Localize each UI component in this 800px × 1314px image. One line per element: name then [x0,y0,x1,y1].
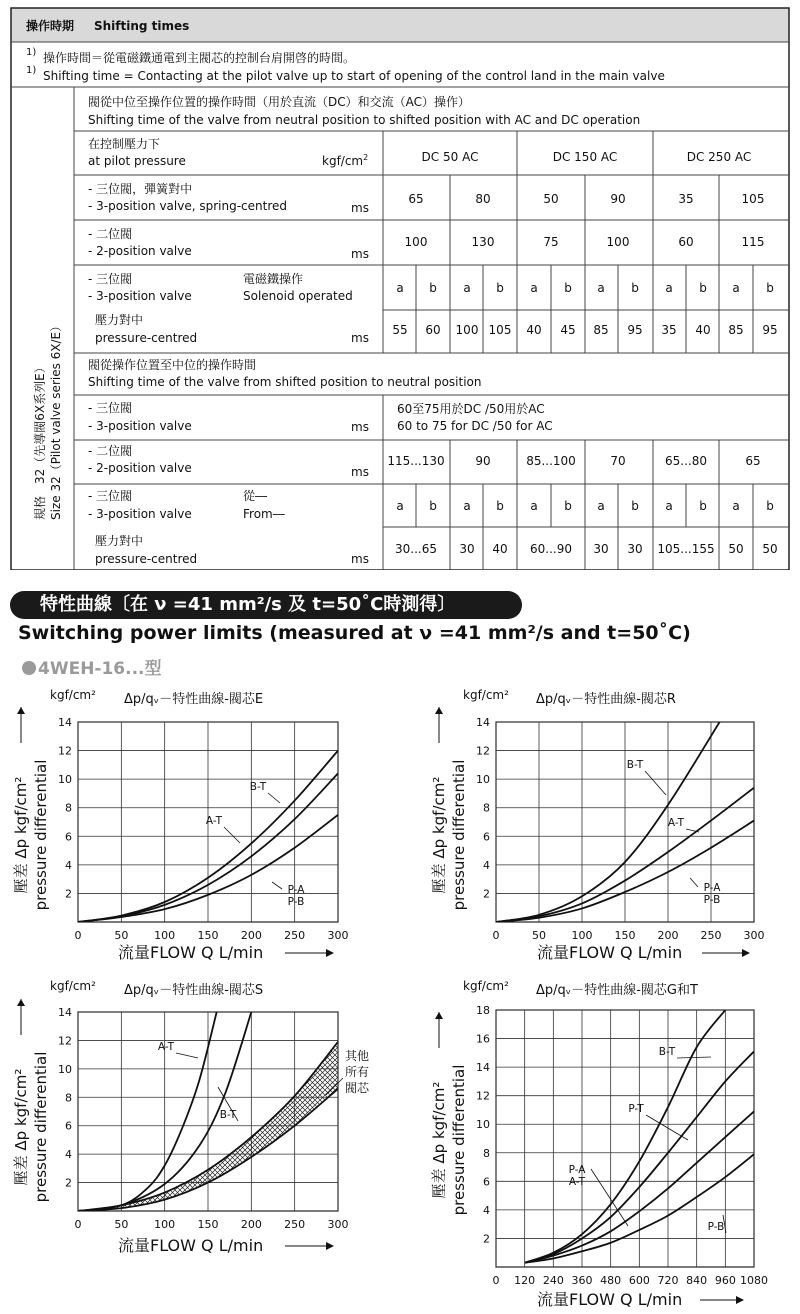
row-3pos-sol-zh: - 三位閥 [88,272,133,286]
label-leader [268,793,280,803]
x-tick-label: 100 [154,1218,176,1231]
switching-power-limits-title: Switching power limits (measured at ν =41 mm²/s and t=50˚C) [18,622,691,644]
x-tick-label: 200 [240,929,262,942]
from-zh: 從― [243,489,268,503]
series-label: P-B [703,894,721,906]
side-label-zh: 規格 32（先導閥6X系列E） [33,361,47,520]
x-tick-label: 300 [743,929,765,942]
cell-r4: 100 [455,323,479,337]
col-head-150: DC 150 AC [552,150,618,164]
cell-ab: a [665,281,673,295]
note1-mark: 1) [26,47,37,58]
x-tick-label: 250 [284,1218,306,1231]
x-tick-label: 50 [532,929,546,942]
series-label: B-T [249,781,267,793]
cell-r4: 95 [627,323,643,337]
cell-ab: a [530,281,538,295]
section1-en: Shifting time of the valve from neutral position to shifted position with AC and DC operation [88,113,641,127]
x-axis-label: 流量FLOW Q L/min [118,1236,264,1255]
y-tick-label: 6 [65,1119,72,1133]
series-label: P-B [707,1221,725,1233]
y-tick-label: 2 [65,887,72,901]
arrow-head-icon [435,707,443,714]
cell-r2: 130 [471,235,495,249]
shifting-times-table [0,0,800,570]
y-tick-label: 6 [65,830,72,844]
x-tick-label: 100 [571,929,593,942]
y-tick-label: 6 [483,830,490,844]
y-tick-label: 2 [65,1176,72,1190]
side-label-en: Size 32（Pilot valve series 6X/E） [49,319,63,520]
unit-label: kgf/cm² [463,688,509,702]
cell-r2: 75 [543,235,559,249]
cell-ab: b [766,499,774,513]
pilot-pressure-en: at pilot pressure [88,154,186,168]
unit-ms: ms [351,331,369,345]
x-axis-label: 流量FLOW Q L/min [537,1290,683,1309]
cell-r4: 85 [593,323,609,337]
unit-label: kgf/cm² [50,688,96,702]
chart-spool-g-t [410,975,800,1314]
arrow-head-icon [17,999,25,1006]
col-head-50: DC 50 AC [421,150,479,164]
cell-r4: 55 [392,323,408,337]
section2-en: Shifting time of the valve from shifted position to neutral position [88,375,482,389]
section2-zh: 閥從操作位置至中位的操作時間 [88,358,257,372]
cell-ab: a [463,499,471,513]
x-tick-label: 720 [657,1274,679,1287]
x-tick-label: 300 [327,1218,349,1231]
y-tick-label: 4 [483,858,490,872]
unit-ms: ms [351,552,369,566]
cell-ab: b [766,281,774,295]
cell-ab: b [496,499,504,513]
unit-ms: ms [351,465,369,479]
banner-title: 特性曲線〔在 ν =41 mm²/s 及 t=50˚C時測得〕 [40,594,456,615]
x-tick-label: 0 [492,929,500,942]
y-axis-label-en: pressure differential [32,759,50,911]
cell-r4: 85 [728,323,744,337]
x-tick-label: 50 [114,929,129,942]
cell-r8: 30 [627,542,643,556]
row-2pos-en: - 2-position valve [88,244,192,258]
y-axis-label-en: pressure differential [450,1064,468,1216]
y-tick-label: 10 [58,773,72,787]
arrow-head-icon [435,1012,443,1019]
chart-grid [476,716,765,942]
chart-title: Δp/qᵥ－特性曲線-閥芯R [536,692,676,707]
solenoid-en: Solenoid operated [243,289,353,303]
cell-ab: a [530,499,538,513]
series-label: P-A [568,1164,586,1176]
series-label: P-A [703,882,721,894]
x-axis-label: 流量FLOW Q L/min [537,943,683,962]
y-tick-label: 14 [476,716,490,729]
label-leader [224,827,240,843]
x-tick-label: 0 [492,1274,500,1287]
row8-press-en: pressure-centred [95,552,198,566]
cell-ab: b [429,281,437,295]
unit-label: kgf/cm² [463,979,509,993]
x-tick-label: 600 [628,1274,650,1287]
y-tick-label: 14 [58,716,72,729]
note2-en: Shifting time = Contacting at the pilot valve up to start of opening of the control land in the main valve [43,69,665,83]
x-tick-label: 50 [114,1218,129,1231]
bullet-icon [22,661,36,675]
x-tick-label: 120 [514,1274,536,1287]
row5-value-en: 60 to 75 for DC /50 for AC [397,419,553,433]
cell-ab: b [699,281,707,295]
x-tick-label: 100 [154,929,176,942]
cell-r1: 50 [543,192,559,206]
unit-ms: ms [351,201,369,215]
x-tick-label: 250 [700,929,722,942]
y-tick-label: 2 [483,887,490,901]
cell-r2: 115 [741,235,765,249]
chart-title: Δp/qᵥ－特性曲線-閥芯G和T [536,983,698,998]
cell-r4: 40 [695,323,711,337]
x-tick-label: 240 [542,1274,564,1287]
cell-r8: 30...65 [395,542,437,556]
chart-spool-e [0,684,400,974]
y-tick-label: 8 [65,801,72,815]
series-label: P-T [628,1103,644,1115]
x-tick-label: 0 [74,929,82,942]
cell-r4: 105 [488,323,512,337]
label-leader [176,1053,198,1058]
x-tick-label: 0 [74,1218,82,1231]
cell-r8: 30 [459,542,475,556]
unit-kgf: kgf/$cm^2$ [322,153,369,168]
cell-r1: 105 [741,192,765,206]
series-label: B-T [658,1046,676,1058]
arrow-head-icon [742,949,750,957]
y-axis-label-zh: 壓差 Δp kgf/cm² [12,1068,30,1186]
cell-r8: 60...90 [530,542,572,556]
row6-2pos-en: - 2-position valve [88,461,192,475]
cell-ab: a [463,281,471,295]
x-tick-label: 840 [686,1274,708,1287]
y-tick-label: 8 [65,1091,72,1105]
row-3pos-spring-en: - 3-position valve, spring-centred [88,199,288,213]
x-tick-label: 150 [197,929,219,942]
cell-r1: 90 [610,192,626,206]
col-head-250: DC 250 AC [686,150,752,164]
cell-ab: a [732,281,740,295]
chart-spool-r [410,684,800,974]
cell-r1: 35 [678,192,694,206]
cell-ab: b [631,499,639,513]
y-axis-label-zh: 壓差 Δp kgf/cm² [430,1081,448,1199]
unit-ms: ms [351,247,369,261]
series-label: A-T [667,817,685,829]
from-en: From― [243,507,285,521]
y-tick-label: 6 [483,1175,490,1189]
row-3pos-spring-zh: - 三位閥，彈簧對中 [88,182,193,196]
table-header-zh: 操作時期 [26,19,75,33]
cell-ab: a [732,499,740,513]
cell-r6: 70 [610,454,626,468]
y-tick-label: 10 [58,1062,72,1076]
band-label: 其他 [345,1049,370,1063]
x-tick-label: 360 [571,1274,593,1287]
cell-ab: a [665,499,673,513]
press-centred-en: pressure-centred [95,331,198,345]
cell-r2: 100 [606,235,630,249]
arrow-head-icon [326,949,334,957]
y-tick-label: 4 [483,1203,490,1217]
row-3pos-sol-en: - 3-position valve [88,289,192,303]
y-axis-label-en: pressure differential [32,1051,50,1203]
series-label: P-B [287,896,305,908]
cell-r4: 95 [762,323,778,337]
series-label: A-T [568,1176,586,1188]
y-tick-label: 12 [58,744,72,758]
x-tick-label: 200 [657,929,679,942]
row6-2pos-zh: - 二位閥 [88,444,133,458]
cell-r8: 50 [762,542,778,556]
cell-ab: b [496,281,504,295]
y-axis-label-en: pressure differential [450,759,468,911]
unit-label: kgf/cm² [50,979,96,993]
arrow-head-icon [736,1296,744,1304]
y-tick-label: 14 [58,1006,72,1019]
label-leader [690,878,698,887]
cell-r2: 100 [404,235,428,249]
cell-r2: 60 [678,235,694,249]
row-2pos-zh: - 二位閥 [88,227,133,241]
series-label: B-T [626,759,644,771]
cell-r6: 65...80 [665,454,707,468]
cell-r8: 40 [492,542,508,556]
y-tick-label: 12 [476,1089,490,1103]
unit-ms: ms [351,420,369,434]
model-text: 4WEH-16...型 [38,659,162,679]
y-axis-label-zh: 壓差 Δp kgf/cm² [430,776,448,894]
x-tick-label: 300 [327,929,349,942]
row5-3pos-en: - 3-position valve [88,419,192,433]
cell-ab: b [564,499,572,513]
y-tick-label: 10 [476,1118,490,1132]
label-leader [645,771,666,795]
series-label: A-T [157,1041,175,1053]
cell-r8: 105...155 [657,542,715,556]
y-axis-label-zh: 壓差 Δp kgf/cm² [12,776,30,894]
cell-ab: a [597,281,605,295]
x-axis-label: 流量FLOW Q L/min [118,943,264,962]
y-tick-label: 12 [476,744,490,758]
series-line [496,722,720,922]
pilot-pressure-zh: 在控制壓力下 [88,137,161,151]
x-tick-label: 200 [240,1218,262,1231]
y-tick-label: 10 [476,773,490,787]
row5-3pos-zh: - 三位閥 [88,401,133,415]
cell-r4: 40 [526,323,542,337]
cell-r4: 60 [425,323,441,337]
cell-r8: 30 [593,542,609,556]
x-tick-label: 150 [197,1218,219,1231]
cell-r6: 85...100 [526,454,576,468]
y-tick-label: 12 [58,1034,72,1048]
chart-grid [58,1006,349,1231]
cell-ab: a [396,499,404,513]
y-tick-label: 14 [476,1061,490,1075]
note2-mark: 1) [26,65,37,76]
y-tick-label: 4 [65,858,72,872]
x-tick-label: 480 [600,1274,622,1287]
section1-zh: 閥從中位至操作位置的操作時間（用於直流（DC）和交流（AC）操作） [88,95,470,109]
x-tick-label: 150 [614,929,636,942]
series-label: B-T [219,1109,237,1121]
cell-r4: 35 [661,323,677,337]
cell-ab: a [396,281,404,295]
cell-r1: 65 [408,192,424,206]
y-tick-label: 18 [476,1004,490,1017]
chart-title: Δp/qᵥ－特性曲線-閥芯E [124,692,264,707]
chart-title: Δp/qᵥ－特性曲線-閥芯S [124,983,264,998]
cell-r6: 65 [745,454,761,468]
chart-grid [58,716,349,942]
press-centred-zh: 壓力對中 [95,313,144,327]
cell-ab: b [699,499,707,513]
y-tick-label: 16 [476,1032,490,1046]
row7-3pos-en: - 3-position valve [88,507,192,521]
cell-r4: 45 [560,323,576,337]
y-tick-label: 8 [483,1146,490,1160]
row7-3pos-zh: - 三位閥 [88,489,133,503]
table-header-en: Shifting times [94,19,190,33]
cell-r6: 90 [475,454,491,468]
arrow-head-icon [326,1242,334,1250]
arrow-head-icon [17,707,25,714]
x-tick-label: 250 [284,929,306,942]
label-leader [677,1057,711,1058]
cell-r8: 50 [728,542,744,556]
row8-press-zh: 壓力對中 [95,534,144,548]
chart-spool-s [0,975,400,1270]
label-leader [272,882,282,889]
y-tick-label: 2 [483,1232,490,1246]
cell-ab: b [631,281,639,295]
x-tick-label: 1080 [740,1274,768,1287]
cell-ab: a [597,499,605,513]
solenoid-zh: 電磁鐵操作 [243,272,304,286]
cell-ab: b [429,499,437,513]
cell-r6: 115...130 [387,454,445,468]
row5-value-zh: 60至75用於DC /50用於AC [397,402,545,416]
note1-zh: 操作時間＝從電磁鐵通電到主閥芯的控制台肩開啓的時間。 [43,51,356,65]
series-line [525,1010,726,1263]
series-label: P-A [287,884,305,896]
band-label: 閥芯 [345,1081,370,1095]
cell-r1: 80 [475,192,491,206]
series-label: A-T [205,815,223,827]
y-tick-label: 8 [483,801,490,815]
cell-ab: b [564,281,572,295]
x-tick-label: 960 [714,1274,736,1287]
band-label: 所有 [345,1065,370,1079]
chart-grid [476,1004,768,1287]
model-label [22,654,162,679]
y-tick-label: 4 [65,1148,72,1162]
